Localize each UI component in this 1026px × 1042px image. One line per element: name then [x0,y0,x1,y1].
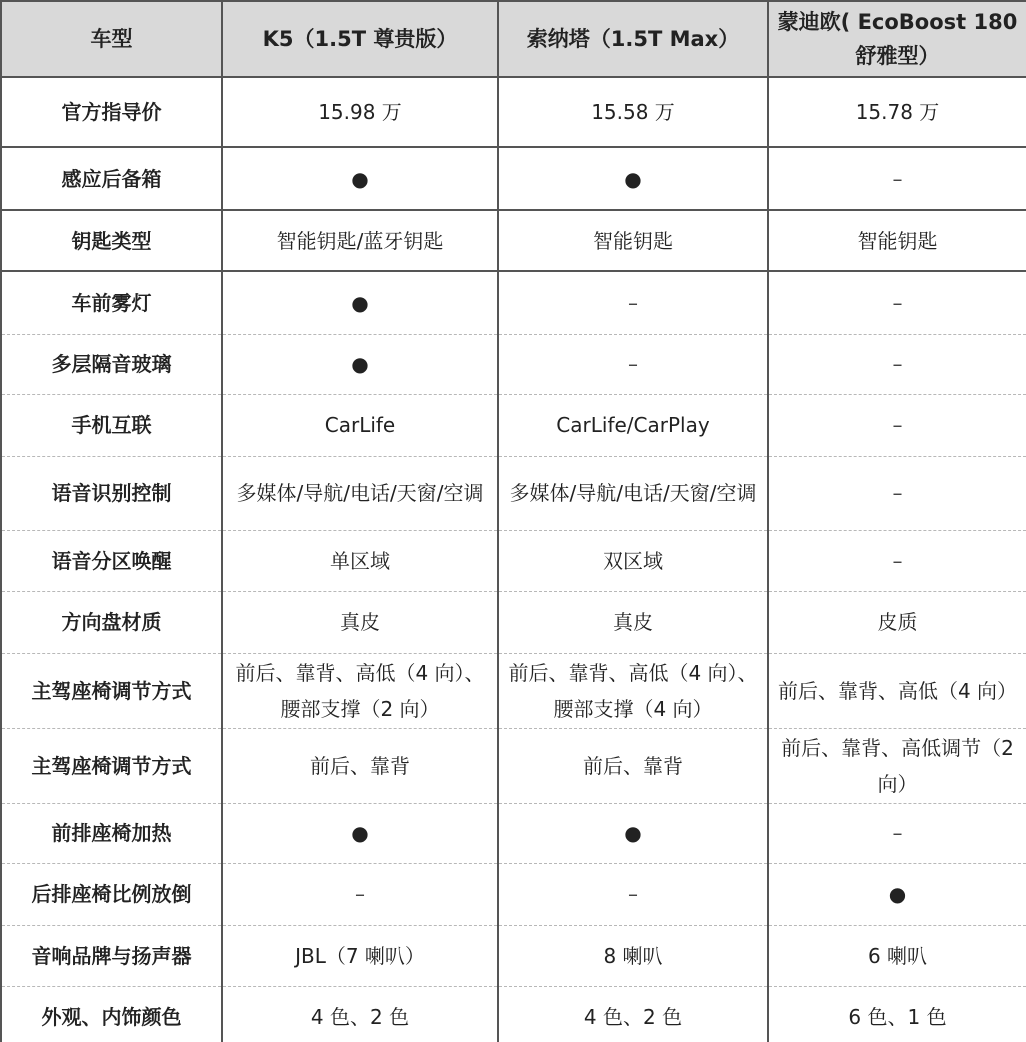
cell-sonata-phone: CarLife/CarPlay [498,394,768,456]
cell-k5-wake: 单区域 [222,530,498,591]
cell-sonata-key: 智能钥匙 [498,210,768,271]
row-label-glass: 多层隔音玻璃 [1,334,222,394]
row-label-rear-fold: 后排座椅比例放倒 [1,863,222,925]
table-row [1,77,1026,147]
cell-k5-rear-fold: – [222,863,498,925]
row-label-seat-adjust: 主驾座椅调节方式 [1,653,222,728]
cell-sonata-trunk: ● [498,147,768,210]
table-row [1,147,1026,210]
cell-mondeo-seat-adjust: 前后、靠背、高低（4 向） [768,653,1026,728]
cell-mondeo-seat-heat: – [768,803,1026,863]
table-row [1,210,1026,271]
table-row [1,925,1026,986]
table-row [1,530,1026,591]
cell-k5-seat-heat: ● [222,803,498,863]
cell-mondeo-audio: 6 喇叭 [768,925,1026,986]
cell-sonata-wheel: 真皮 [498,591,768,653]
cell-sonata-audio: 8 喇叭 [498,925,768,986]
table-row [1,456,1026,530]
cell-mondeo-wheel: 皮质 [768,591,1026,653]
cell-k5-wheel: 真皮 [222,591,498,653]
table-row [1,986,1026,1042]
cell-sonata-seat-heat: ● [498,803,768,863]
cell-k5-foglight: ● [222,271,498,334]
cell-sonata-wake: 双区域 [498,530,768,591]
row-label-voice: 语音识别控制 [1,456,222,530]
cell-k5-glass: ● [222,334,498,394]
table-row [1,271,1026,334]
cell-k5-audio: JBL（7 喇叭） [222,925,498,986]
cell-sonata-seat-adjust: 前后、靠背、高低（4 向）、腰部支撑（4 向） [498,653,768,728]
row-label-seat-heat: 前排座椅加热 [1,803,222,863]
cell-k5-colors: 4 色、2 色 [222,986,498,1042]
row-label-key: 钥匙类型 [1,210,222,271]
header-model: 车型 [1,1,222,77]
row-label-price: 官方指导价 [1,77,222,147]
cell-k5-voice: 多媒体/导航/电话/天窗/空调 [222,456,498,530]
header-k5: K5（1.5T 尊贵版） [222,1,498,77]
header-mondeo: 蒙迪欧( EcoBoost 180 舒雅型） [768,1,1026,77]
cell-k5-phone: CarLife [222,394,498,456]
cell-sonata-seat-adjust-2: 前后、靠背 [498,728,768,803]
cell-k5-trunk: ● [222,147,498,210]
cell-k5-key: 智能钥匙/蓝牙钥匙 [222,210,498,271]
cell-k5-seat-adjust: 前后、靠背、高低（4 向）、腰部支撑（2 向） [222,653,498,728]
cell-k5-seat-adjust-2: 前后、靠背 [222,728,498,803]
row-label-seat-adjust-2: 主驾座椅调节方式 [1,728,222,803]
table-row [1,591,1026,653]
row-label-trunk: 感应后备箱 [1,147,222,210]
row-label-foglight: 车前雾灯 [1,271,222,334]
cell-sonata-glass: – [498,334,768,394]
table-row [1,394,1026,456]
cell-mondeo-colors: 6 色、1 色 [768,986,1026,1042]
table-body [1,77,1026,1042]
row-label-wheel: 方向盘材质 [1,591,222,653]
table-row [1,803,1026,863]
cell-mondeo-trunk: – [768,147,1026,210]
cell-mondeo-foglight: – [768,271,1026,334]
cell-mondeo-phone: – [768,394,1026,456]
cell-mondeo-rear-fold: ● [768,863,1026,925]
cell-mondeo-seat-adjust-2: 前后、靠背、高低调节（2 向） [768,728,1026,803]
cell-mondeo-price: 15.78 万 [768,77,1026,147]
table-row [1,334,1026,394]
cell-sonata-rear-fold: – [498,863,768,925]
cell-sonata-foglight: – [498,271,768,334]
cell-sonata-voice: 多媒体/导航/电话/天窗/空调 [498,456,768,530]
cell-mondeo-glass: – [768,334,1026,394]
cell-mondeo-voice: – [768,456,1026,530]
row-label-audio: 音响品牌与扬声器 [1,925,222,986]
table-row [1,728,1026,803]
header-row [1,1,1026,77]
cell-mondeo-key: 智能钥匙 [768,210,1026,271]
table-row [1,653,1026,728]
cell-k5-price: 15.98 万 [222,77,498,147]
header-sonata: 索纳塔（1.5T Max） [498,1,768,77]
row-label-colors: 外观、内饰颜色 [1,986,222,1042]
table-header [1,1,1026,77]
row-label-wake: 语音分区唤醒 [1,530,222,591]
cell-sonata-colors: 4 色、2 色 [498,986,768,1042]
cell-mondeo-wake: – [768,530,1026,591]
table-row [1,863,1026,925]
cell-sonata-price: 15.58 万 [498,77,768,147]
row-label-phone: 手机互联 [1,394,222,456]
